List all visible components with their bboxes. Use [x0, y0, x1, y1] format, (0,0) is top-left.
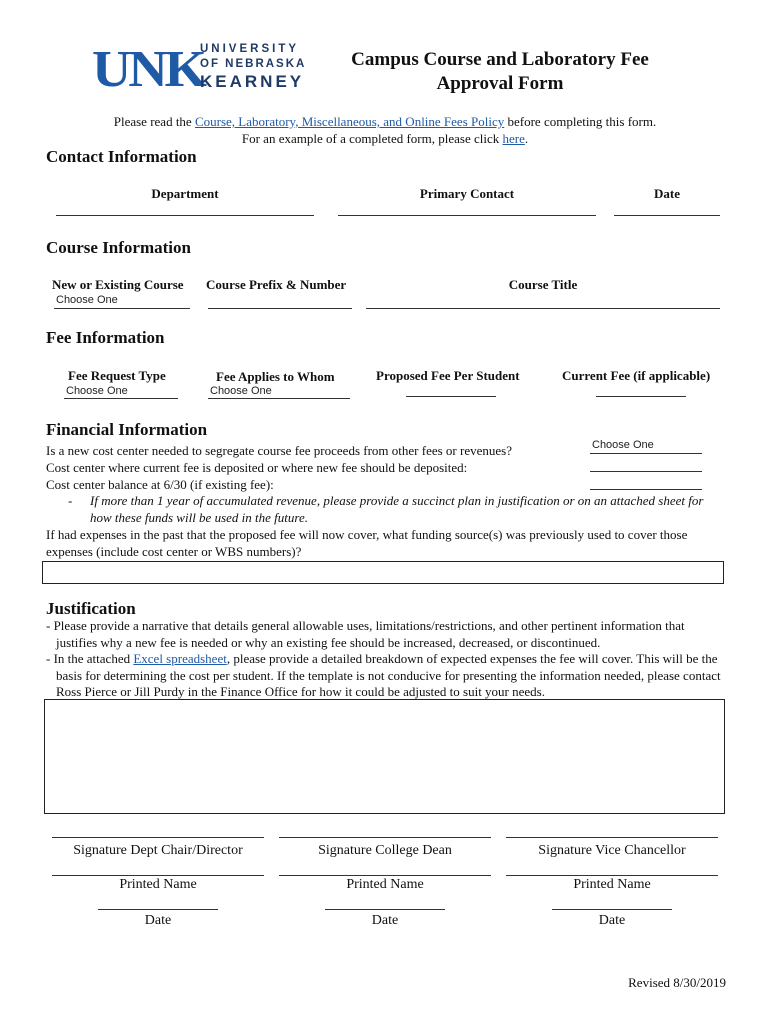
signature-line-3[interactable]	[506, 837, 718, 838]
course-heading: Course Information	[46, 238, 191, 257]
primary-contact-label: Primary Contact	[419, 186, 515, 201]
new-cost-center-underline	[590, 453, 702, 454]
new-cost-center-select[interactable]: Choose One	[592, 439, 654, 451]
fee-heading: Fee Information	[46, 328, 165, 347]
example-post: .	[524, 131, 529, 146]
example-form-link[interactable]: here	[502, 131, 525, 146]
logo-line-2: OF NEBRASKA	[200, 57, 307, 70]
signature-line-1[interactable]	[52, 837, 264, 838]
new-existing-select[interactable]: Choose One	[56, 294, 118, 306]
prefix-number-field[interactable]	[208, 308, 352, 309]
form-title	[330, 48, 670, 96]
fee-applies-underline	[208, 398, 350, 399]
new-cost-center-question: Is a new cost center needed to segregate course fee proceeds from other fees or revenues?	[46, 443, 512, 458]
date-line-1[interactable]	[98, 909, 218, 910]
date-line-3[interactable]	[552, 909, 672, 910]
logo-line-3: KEARNEY	[200, 72, 305, 91]
fee-applies-label: Fee Applies to Whom	[216, 369, 335, 384]
bullet-2-pre: - In the attached	[46, 651, 134, 666]
balance-question: Cost center balance at 6/30 (if existing fee):	[46, 477, 274, 492]
printed-name-line-2[interactable]	[279, 875, 491, 876]
signature-college-dean-label: Signature College Dean	[318, 843, 452, 858]
date-label: Date	[654, 186, 680, 201]
contact-heading: Contact Information	[46, 147, 197, 166]
signature-dept-chair-label: Signature Dept Chair/Director	[73, 843, 243, 858]
printed-name-label-1: Printed Name	[119, 877, 197, 892]
printed-name-line-1[interactable]	[52, 875, 264, 876]
title-line-1: Campus Course and Laboratory Fee	[351, 49, 649, 70]
justification-bullet-2	[46, 651, 728, 701]
fees-policy-link[interactable]: Course, Laboratory, Miscellaneous, and Online Fees Policy	[194, 114, 505, 129]
accumulated-revenue-note: If more than 1 year of accumulated revenue, please provide a succinct plan in justification or on an attached sheet for how these funds will be used in the future.	[90, 493, 704, 525]
fee-request-type-label: Fee Request Type	[68, 368, 166, 383]
signature-vice-chancellor-label: Signature Vice Chancellor	[538, 843, 686, 858]
date-label-2: Date	[371, 913, 399, 928]
course-title-label: Course Title	[508, 277, 578, 292]
intro-post: before completing this form.	[504, 114, 657, 129]
printed-name-label-2: Printed Name	[346, 877, 424, 892]
deposit-cost-center-field[interactable]	[590, 471, 702, 472]
note-dash: -	[68, 493, 73, 508]
excel-spreadsheet-link[interactable]: Excel spreadsheet	[133, 651, 227, 666]
course-title-field[interactable]	[366, 308, 720, 309]
balance-field[interactable]	[590, 489, 702, 490]
logo-line-1: UNIVERSITY	[200, 43, 300, 55]
department-field[interactable]	[56, 215, 314, 216]
prior-funding-input[interactable]	[42, 561, 724, 584]
current-fee-label: Current Fee (if applicable)	[562, 368, 711, 383]
financial-heading: Financial Information	[46, 420, 208, 439]
new-existing-underline	[54, 308, 190, 309]
intro-pre: Please read the	[113, 114, 195, 129]
deposit-cost-center-question: Cost center where current fee is deposited or where new fee should be deposited:	[46, 460, 468, 475]
justification-bullet-1: - Please provide a narrative that details general allowable uses, limitations/restrictions, and other pertinent information that justifies why a new fee is needed or why an existing fee should be increased, decreased, or discontinued.	[46, 618, 685, 650]
intro-text	[40, 113, 730, 147]
contact-date-field[interactable]	[614, 215, 720, 216]
bullet-2-post: , please provide a detailed breakdown of expected expenses the fee will cover. This will be the basis for determining the cost per student. If the template is not conducive for presenting the information needed, please contact Ross Pierce or Jill Purdy in the Finance Office for how it could be adjusted to suit your needs.	[56, 651, 721, 699]
primary-contact-field[interactable]	[338, 215, 596, 216]
proposed-fee-field[interactable]	[406, 396, 496, 397]
printed-name-label-3: Printed Name	[573, 877, 651, 892]
signature-line-2[interactable]	[279, 837, 491, 838]
current-fee-field[interactable]	[596, 396, 686, 397]
fee-applies-select[interactable]: Choose One	[210, 385, 272, 397]
fee-request-type-select[interactable]: Choose One	[66, 385, 128, 397]
department-label: Department	[151, 186, 219, 201]
proposed-fee-label: Proposed Fee Per Student	[376, 368, 520, 383]
date-label-1: Date	[144, 913, 172, 928]
unk-logo-mark: UNK	[92, 41, 204, 98]
justification-heading: Justification	[46, 599, 136, 618]
example-pre: For an example of a completed form, please click	[241, 131, 503, 146]
title-line-2: Approval Form	[436, 73, 564, 94]
fee-request-underline	[64, 398, 178, 399]
justification-input[interactable]	[44, 699, 725, 814]
prefix-number-label: Course Prefix & Number	[206, 277, 347, 292]
date-label-3: Date	[598, 913, 626, 928]
date-line-2[interactable]	[325, 909, 445, 910]
revised-date: Revised 8/30/2019	[628, 975, 726, 990]
new-existing-label: New or Existing Course	[52, 277, 184, 292]
printed-name-line-3[interactable]	[506, 875, 718, 876]
prior-funding-question: If had expenses in the past that the proposed fee will now cover, what funding source(s) was previously used to cover those expenses (include cost center or WBS numbers)?	[46, 527, 688, 559]
unk-logo-text	[200, 44, 306, 90]
